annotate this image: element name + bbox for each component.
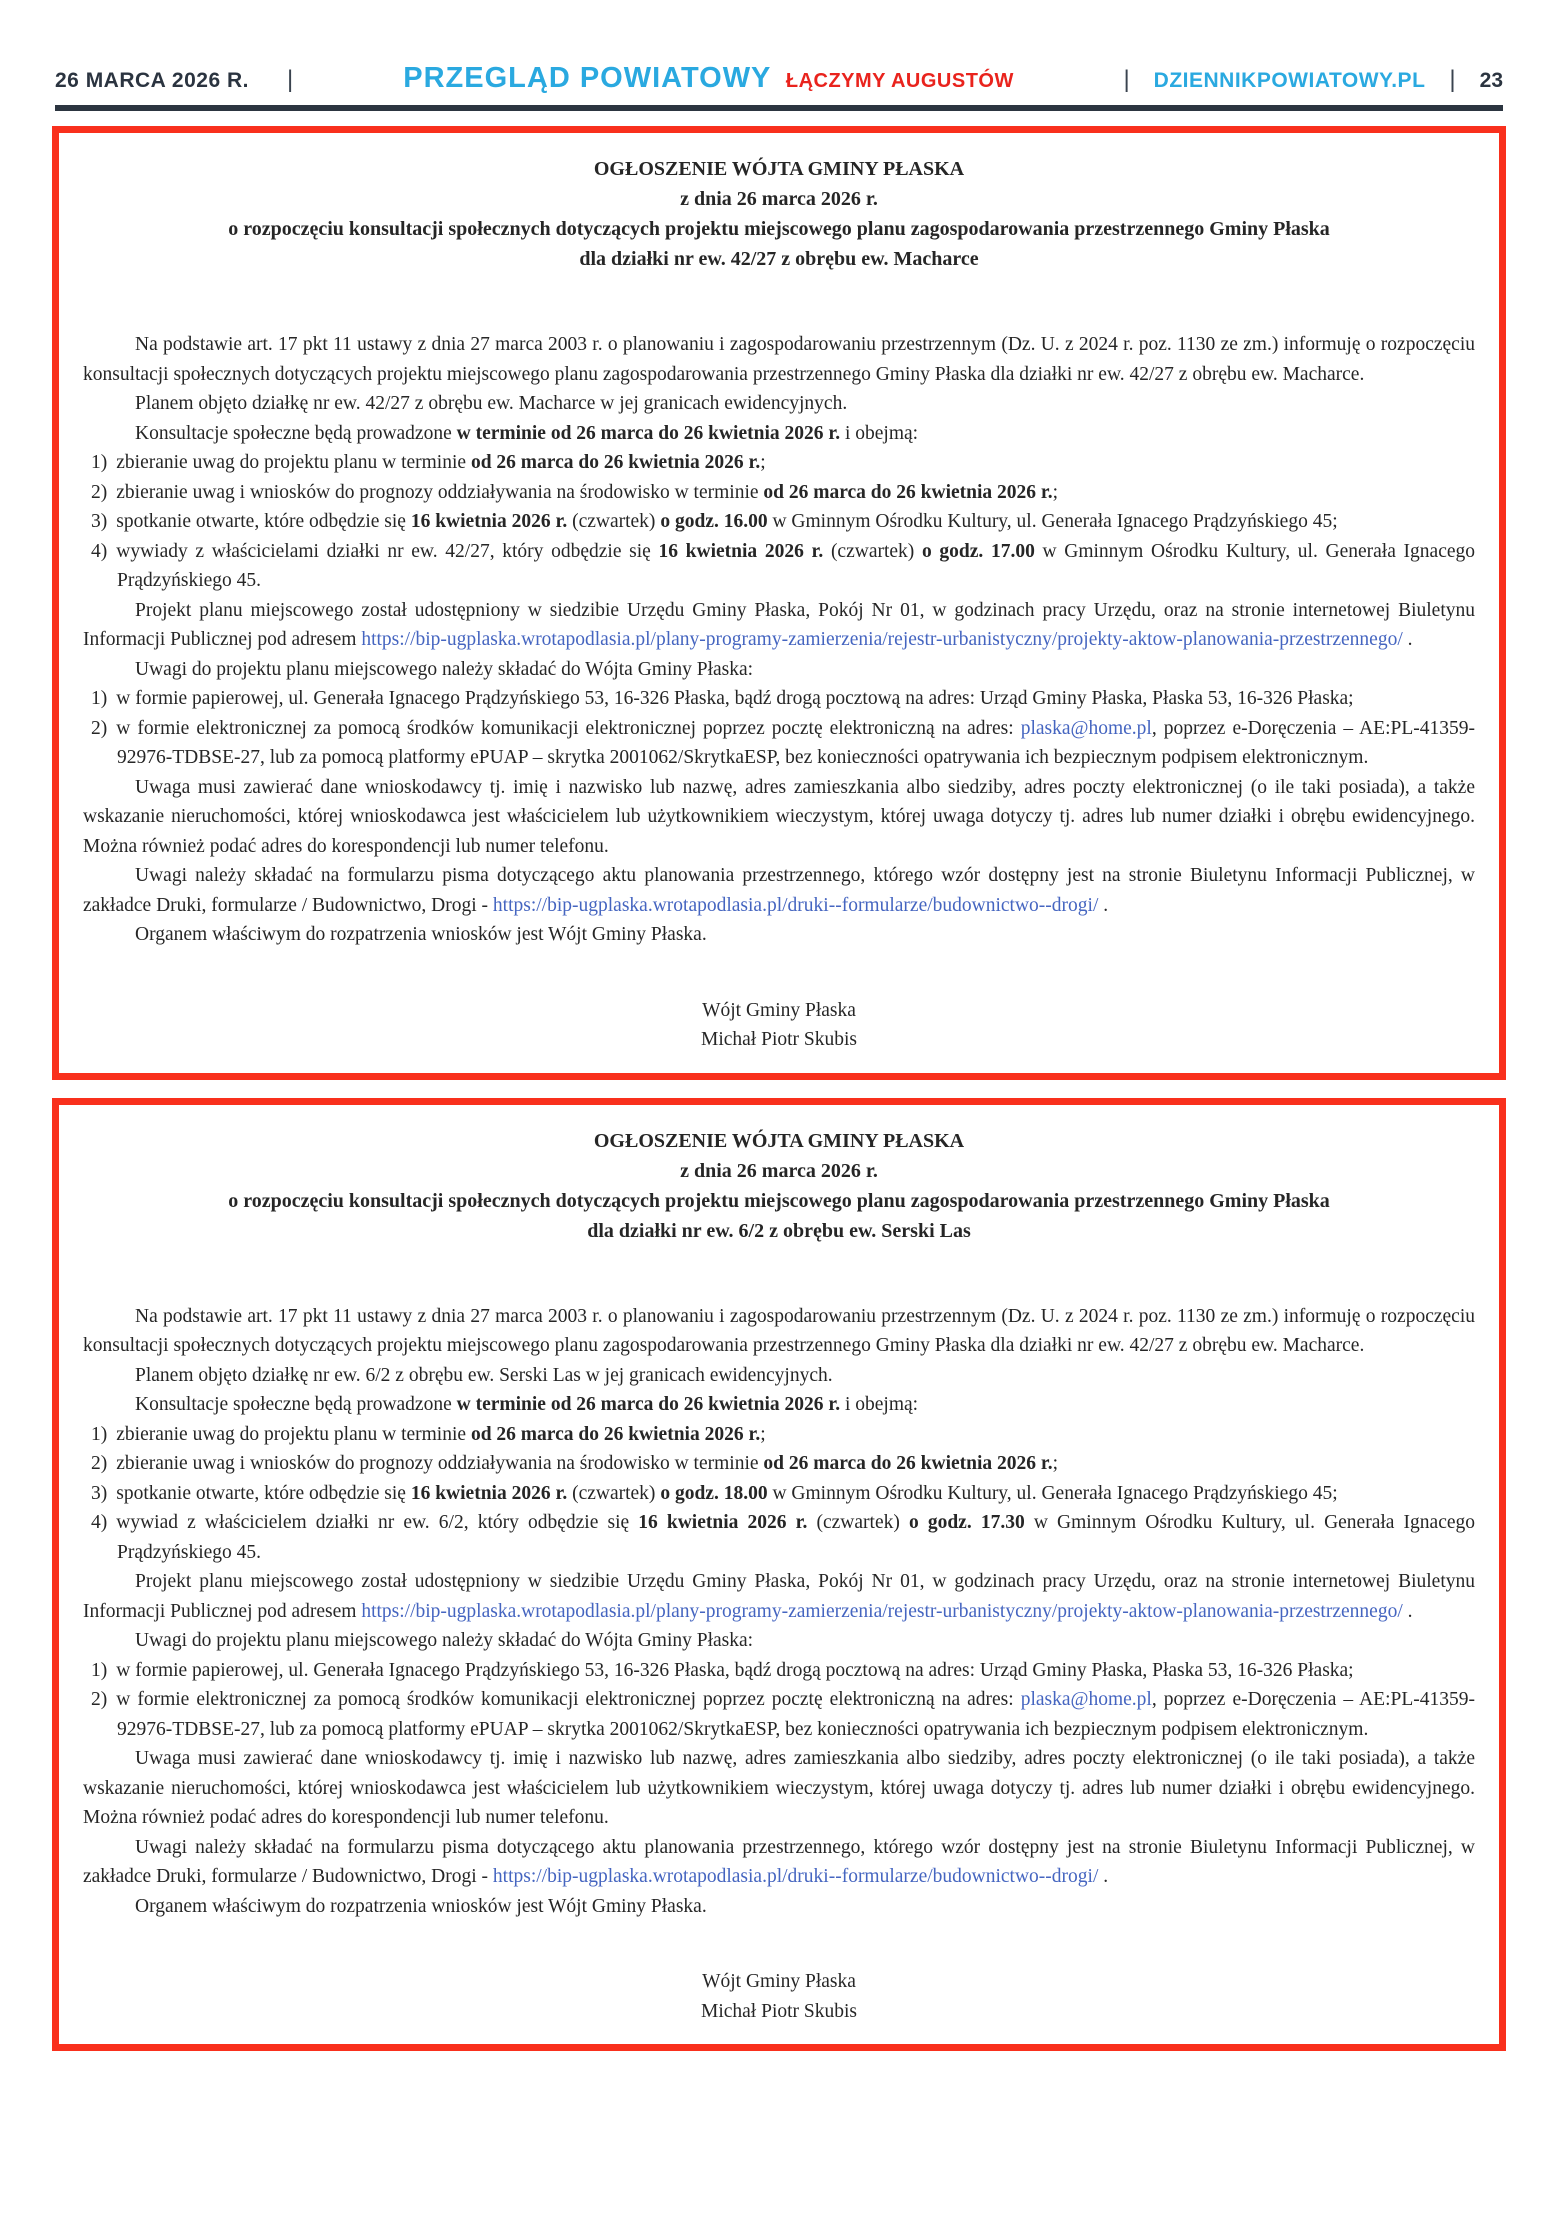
hyperlink[interactable]: https://bip-ugplaska.wrotapodlasia.pl/druki--formularze/budownictwo--drogi/ (492, 1866, 1099, 1887)
list-number: 2) (91, 1453, 108, 1474)
masthead (55, 0, 1503, 95)
list-number: 2) (91, 481, 108, 503)
text-run: i obejmą: (840, 1394, 919, 1415)
announcement-subject-line: o rozpoczęciu konsultacji społecznych dotyczących projektu miejscowego planu zagospodarowania przestrzennego Gminy Płaska (228, 218, 1330, 240)
header-divider (55, 105, 1503, 111)
text-run: i obejmą: (840, 422, 919, 444)
list-item (83, 1656, 1475, 1686)
announcement-body (83, 1302, 1475, 1922)
text-run: . (1402, 629, 1413, 650)
hyperlink[interactable]: plaska@home.pl (1020, 1689, 1152, 1710)
separator-bar: | (1449, 66, 1456, 93)
paragraph (83, 1302, 1475, 1361)
signature-block (83, 996, 1475, 1055)
text-run: Uwaga musi zawierać dane wnioskodawcy tj. imię i nazwisko lub nazwę, adres zamieszkania albo siedziby, adres poczty elektronicznej (o ile taki posiada), a także wskazanie nieruchomości, której wnioskodawca jest właścicielem lub użytkownikiem wieczystym, której uwaga dotyczy tj. adres lub numer działki i obrębu ewidencyjnego. Można również podać adres do korespondencji lub numer telefonu. (83, 1748, 1475, 1828)
text-run: w formie elektronicznej za pomocą środków komunikacji elektronicznej poprzez pocztę elektroniczną na adres: (116, 717, 1021, 739)
text-run: w terminie od 26 marca do 26 kwietnia 2026 r. (456, 1394, 841, 1415)
masthead-left (55, 66, 294, 94)
text-run: w formie papierowej, ul. Generała Ignacego Prądzyńskiego 53, 16-326 Płaska, bądź drogą pocztową na adres: Urząd Gminy Płaska, Płaska 53, 16-326 Płaska; (116, 1659, 1354, 1681)
list-item (83, 1508, 1475, 1567)
list-number: 1) (91, 1659, 108, 1681)
text-run: 16 kwietnia 2026 r. (410, 1482, 568, 1504)
announcement-subject-line: o rozpoczęciu konsultacji społecznych dotyczących projektu miejscowego planu zagospodarowania przestrzennego Gminy Płaska (228, 1189, 1330, 1212)
text-run: Planem objęto działkę nr ew. 42/27 z obrębu ew. Macharce w jej granicach ewidencyjnych. (135, 393, 848, 414)
text-run: 16 kwietnia 2026 r. (410, 511, 568, 532)
list-item (83, 507, 1475, 537)
list-number: 1) (91, 688, 108, 709)
hyperlink[interactable]: https://bip-ugplaska.wrotapodlasia.pl/druki--formularze/budownictwo--drogi/ (492, 894, 1099, 916)
page-number: 23 (1479, 69, 1503, 92)
text-run: o godz. 17.30 (908, 1512, 1025, 1533)
announcement-title: OGŁOSZENIE WÓJTA GMINY PŁASKA (593, 1129, 965, 1152)
list-item (83, 1449, 1475, 1479)
text-run: w terminie od 26 marca do 26 kwietnia 2026 r. (456, 422, 841, 444)
paragraph (83, 1833, 1475, 1892)
text-run: . (1402, 1600, 1413, 1622)
paragraph (83, 920, 1475, 950)
announcement-box-1 (52, 126, 1506, 1080)
paragraph (83, 1892, 1475, 1922)
paragraph (83, 389, 1475, 419)
paragraph (83, 330, 1475, 389)
announcement-box-2 (52, 1098, 1506, 2052)
issue-date: 26 MARCA 2026 R. (55, 69, 249, 92)
newspaper-title: PRZEGLĄD POWIATOWY (403, 62, 772, 94)
text-run: Uwagi do projektu planu miejscowego należy składać do Wójta Gminy Płaska: (135, 1630, 754, 1651)
list-number: 2) (91, 1689, 108, 1710)
signature-name: Michał Piotr Skubis (700, 2000, 857, 2022)
text-run: , poprzez e-Doręczenia – AE:PL-41359-92976-TDBSE-27, lub za pomocą platformy ePUAP – skrytka 2001062/SkrytkaESP, bez konieczności opatrywania ich bezpiecznym podpisem elektronicznym. (117, 1689, 1475, 1740)
text-run: (czwartek) (807, 1512, 909, 1533)
newspaper-tagline: ŁĄCZYMY AUGUSTÓW (785, 70, 1014, 92)
text-run: Planem objęto działkę nr ew. 6/2 z obrębu ew. Serski Las w jej granicach ewidencyjnych. (135, 1364, 833, 1386)
paragraph (83, 655, 1475, 685)
text-run: zbieranie uwag do projektu planu w terminie (116, 452, 471, 473)
text-run: Organem właściwym do rozpatrzenia wniosków jest Wójt Gminy Płaska. (135, 924, 707, 945)
text-run: wywiady z właścicielami działki nr ew. 42/27, który odbędzie się (116, 540, 659, 562)
announcement-body (83, 330, 1475, 950)
hyperlink[interactable]: https://bip-ugplaska.wrotapodlasia.pl/plany-programy-zamierzenia/rejestr-urbanistyczny/projekty-aktow-planowania-przestrzennego/ (361, 629, 1403, 650)
announcement-title: OGŁOSZENIE WÓJTA GMINY PŁASKA (593, 158, 965, 180)
text-run: od 26 marca do 26 kwietnia 2026 r. (470, 1423, 761, 1445)
text-run: . (1098, 894, 1109, 916)
text-run: wywiad z właścicielem działki nr ew. 6/2, który odbędzie się (116, 1512, 639, 1533)
text-run: Uwaga musi zawierać dane wnioskodawcy tj. imię i nazwisko lub nazwę, adres zamieszkania albo siedziby, adres poczty elektronicznej (o ile taki posiada), a także wskazanie nieruchomości, której wnioskodawca jest właścicielem lub użytkownikiem wieczystym, której uwaga dotyczy tj. adres lub numer działki i obrębu ewidencyjnego. Można również podać adres do korespondencji lub numer telefonu. (83, 776, 1475, 857)
text-run: ; (760, 452, 766, 473)
text-run: ; (1052, 481, 1059, 503)
text-run: ; (760, 1423, 766, 1445)
signature-title: Wójt Gminy Płaska (702, 1971, 856, 1992)
list-number: 1) (91, 452, 108, 473)
paragraph (83, 419, 1475, 449)
text-run: 16 kwietnia 2026 r. (658, 540, 824, 562)
list-number: 1) (91, 1423, 108, 1445)
hyperlink[interactable]: https://bip-ugplaska.wrotapodlasia.pl/plany-programy-zamierzenia/rejestr-urbanistyczny/projekty-aktow-planowania-przestrzennego/ (361, 1600, 1403, 1622)
text-run: od 26 marca do 26 kwietnia 2026 r. (763, 481, 1053, 503)
paragraph (83, 1361, 1475, 1391)
announcement-title-block (83, 1126, 1475, 1246)
text-run: (czwartek) (567, 511, 661, 532)
list-item (83, 478, 1475, 508)
text-run: w formie papierowej, ul. Generała Ignacego Prądzyńskiego 53, 16-326 Płaska, bądź drogą pocztową na adres: Urząd Gminy Płaska, Płaska 53, 16-326 Płaska; (116, 688, 1354, 709)
announcement-plot-line: dla działki nr ew. 42/27 z obrębu ew. Macharce (579, 248, 979, 270)
separator-bar: | (1123, 66, 1130, 93)
text-run: Projekt planu miejscowego został udostępniony w siedzibie Urzędu Gminy Płaska, Pokój Nr 01, w godzinach pracy Urzędu, oraz na stronie internetowej Biuletynu Informacji Publicznej pod adresem (83, 599, 1475, 650)
text-run: Na podstawie art. 17 pkt 11 ustawy z dnia 27 marca 2003 r. o planowaniu i zagospodarowaniu przestrzennym (Dz. U. z 2024 r. poz. 1130 ze zm.) informuję o rozpoczęciu konsultacji społecznych dotyczących projektu miejscowego planu zagospodarowania przestrzennego Gminy Płaska dla działki nr ew. 42/27 z obrębu ew. Macharce. (83, 1305, 1475, 1356)
text-run: ; (1052, 1453, 1059, 1474)
separator-bar: | (286, 66, 294, 93)
paragraph (83, 1390, 1475, 1420)
paragraph (83, 861, 1475, 920)
text-run: (czwartek) (823, 540, 922, 562)
list-item (83, 537, 1475, 596)
text-run: spotkanie otwarte, które odbędzie się (116, 1482, 411, 1504)
text-run: zbieranie uwag i wniosków do prognozy oddziaływania na środowisko w terminie (116, 481, 764, 503)
text-run: w Gminnym Ośrodku Kultury, ul. Generała Ignacego Prądzyńskiego 45; (767, 1482, 1338, 1504)
list-number: 4) (91, 1512, 108, 1533)
text-run: Na podstawie art. 17 pkt 11 ustawy z dnia 27 marca 2003 r. o planowaniu i zagospodarowaniu przestrzennym (Dz. U. z 2024 r. poz. 1130 ze zm.) informuję o rozpoczęciu konsultacji społecznych dotyczących projektu miejscowego planu zagospodarowania przestrzennego Gminy Płaska dla działki nr ew. 42/27 z obrębu ew. Macharce. (83, 334, 1475, 385)
paragraph (83, 1567, 1475, 1626)
text-run: od 26 marca do 26 kwietnia 2026 r. (470, 452, 761, 473)
list-number: 3) (91, 511, 108, 532)
list-item (83, 1420, 1475, 1450)
text-run: Projekt planu miejscowego został udostępniony w siedzibie Urzędu Gminy Płaska, Pokój Nr 01, w godzinach pracy Urzędu, oraz na stronie internetowej Biuletynu Informacji Publicznej pod adresem (83, 1571, 1475, 1622)
list-number: 3) (91, 1482, 108, 1504)
website-link[interactable]: DZIENNIKPOWIATOWY.PL (1153, 69, 1426, 92)
text-run: w formie elektronicznej za pomocą środków komunikacji elektronicznej poprzez pocztę elektroniczną na adres: (116, 1689, 1021, 1710)
text-run: od 26 marca do 26 kwietnia 2026 r. (763, 1453, 1053, 1474)
text-run: Konsultacje społeczne będą prowadzone (135, 422, 457, 444)
announcement-title-block (83, 154, 1475, 274)
list-number: 4) (91, 540, 108, 562)
list-item (83, 448, 1475, 478)
text-run: w Gminnym Ośrodku Kultury, ul. Generała Ignacego Prądzyńskiego 45. (117, 1512, 1476, 1563)
list-number: 2) (91, 717, 108, 739)
announcement-plot-line: dla działki nr ew. 6/2 z obrębu ew. Serski Las (587, 1219, 971, 1242)
text-run: w Gminnym Ośrodku Kultury, ul. Generała Ignacego Prądzyńskiego 45. (117, 540, 1476, 591)
masthead-right (1123, 66, 1503, 94)
list-item (83, 714, 1475, 773)
list-item (83, 684, 1475, 714)
announcement-date-line: z dnia 26 marca 2026 r. (680, 1159, 878, 1182)
paragraph (83, 773, 1475, 862)
list-item (83, 1479, 1475, 1509)
list-item (83, 1685, 1475, 1744)
text-run: o godz. 17.00 (921, 540, 1035, 562)
paragraph (83, 596, 1475, 655)
text-run: , poprzez e-Doręczenia – AE:PL-41359-92976-TDBSE-27, lub za pomocą platformy ePUAP – skrytka 2001062/SkrytkaESP, bez konieczności opatrywania ich bezpiecznym podpisem elektronicznym. (117, 717, 1475, 768)
text-run: o godz. 18.00 (660, 1482, 768, 1504)
hyperlink[interactable]: plaska@home.pl (1020, 717, 1152, 739)
text-run: Organem właściwym do rozpatrzenia wniosków jest Wójt Gminy Płaska. (135, 1895, 707, 1917)
text-run: Uwagi należy składać na formularzu pisma dotyczącego aktu planowania przestrzennego, którego wzór dostępny jest na stronie Biuletynu Informacji Publicznej, w zakładce Druki, formularze / Budownictwo, Drogi - (83, 865, 1475, 916)
announcement-date-line: z dnia 26 marca 2026 r. (680, 188, 878, 210)
text-run: zbieranie uwag i wniosków do prognozy oddziaływania na środowisko w terminie (116, 1453, 764, 1474)
signature-name: Michał Piotr Skubis (700, 1029, 857, 1050)
text-run: Uwagi należy składać na formularzu pisma dotyczącego aktu planowania przestrzennego, którego wzór dostępny jest na stronie Biuletynu Informacji Publicznej, w zakładce Druki, formularze / Budownictwo, Drogi - (83, 1836, 1475, 1887)
paragraph (83, 1744, 1475, 1833)
text-run: w Gminnym Ośrodku Kultury, ul. Generała Ignacego Prądzyńskiego 45; (767, 511, 1338, 532)
text-run: Uwagi do projektu planu miejscowego należy składać do Wójta Gminy Płaska: (135, 658, 754, 680)
text-run: 16 kwietnia 2026 r. (638, 1512, 808, 1533)
text-run: o godz. 16.00 (660, 511, 768, 532)
text-run: (czwartek) (567, 1482, 661, 1504)
text-run: . (1098, 1866, 1109, 1887)
text-run: spotkanie otwarte, które odbędzie się (116, 511, 411, 532)
masthead-brand (294, 62, 1124, 95)
text-run: zbieranie uwag do projektu planu w terminie (116, 1423, 471, 1445)
signature-title: Wójt Gminy Płaska (702, 999, 856, 1021)
signature-block (83, 1967, 1475, 2026)
text-run: Konsultacje społeczne będą prowadzone (135, 1394, 457, 1415)
paragraph (83, 1626, 1475, 1656)
